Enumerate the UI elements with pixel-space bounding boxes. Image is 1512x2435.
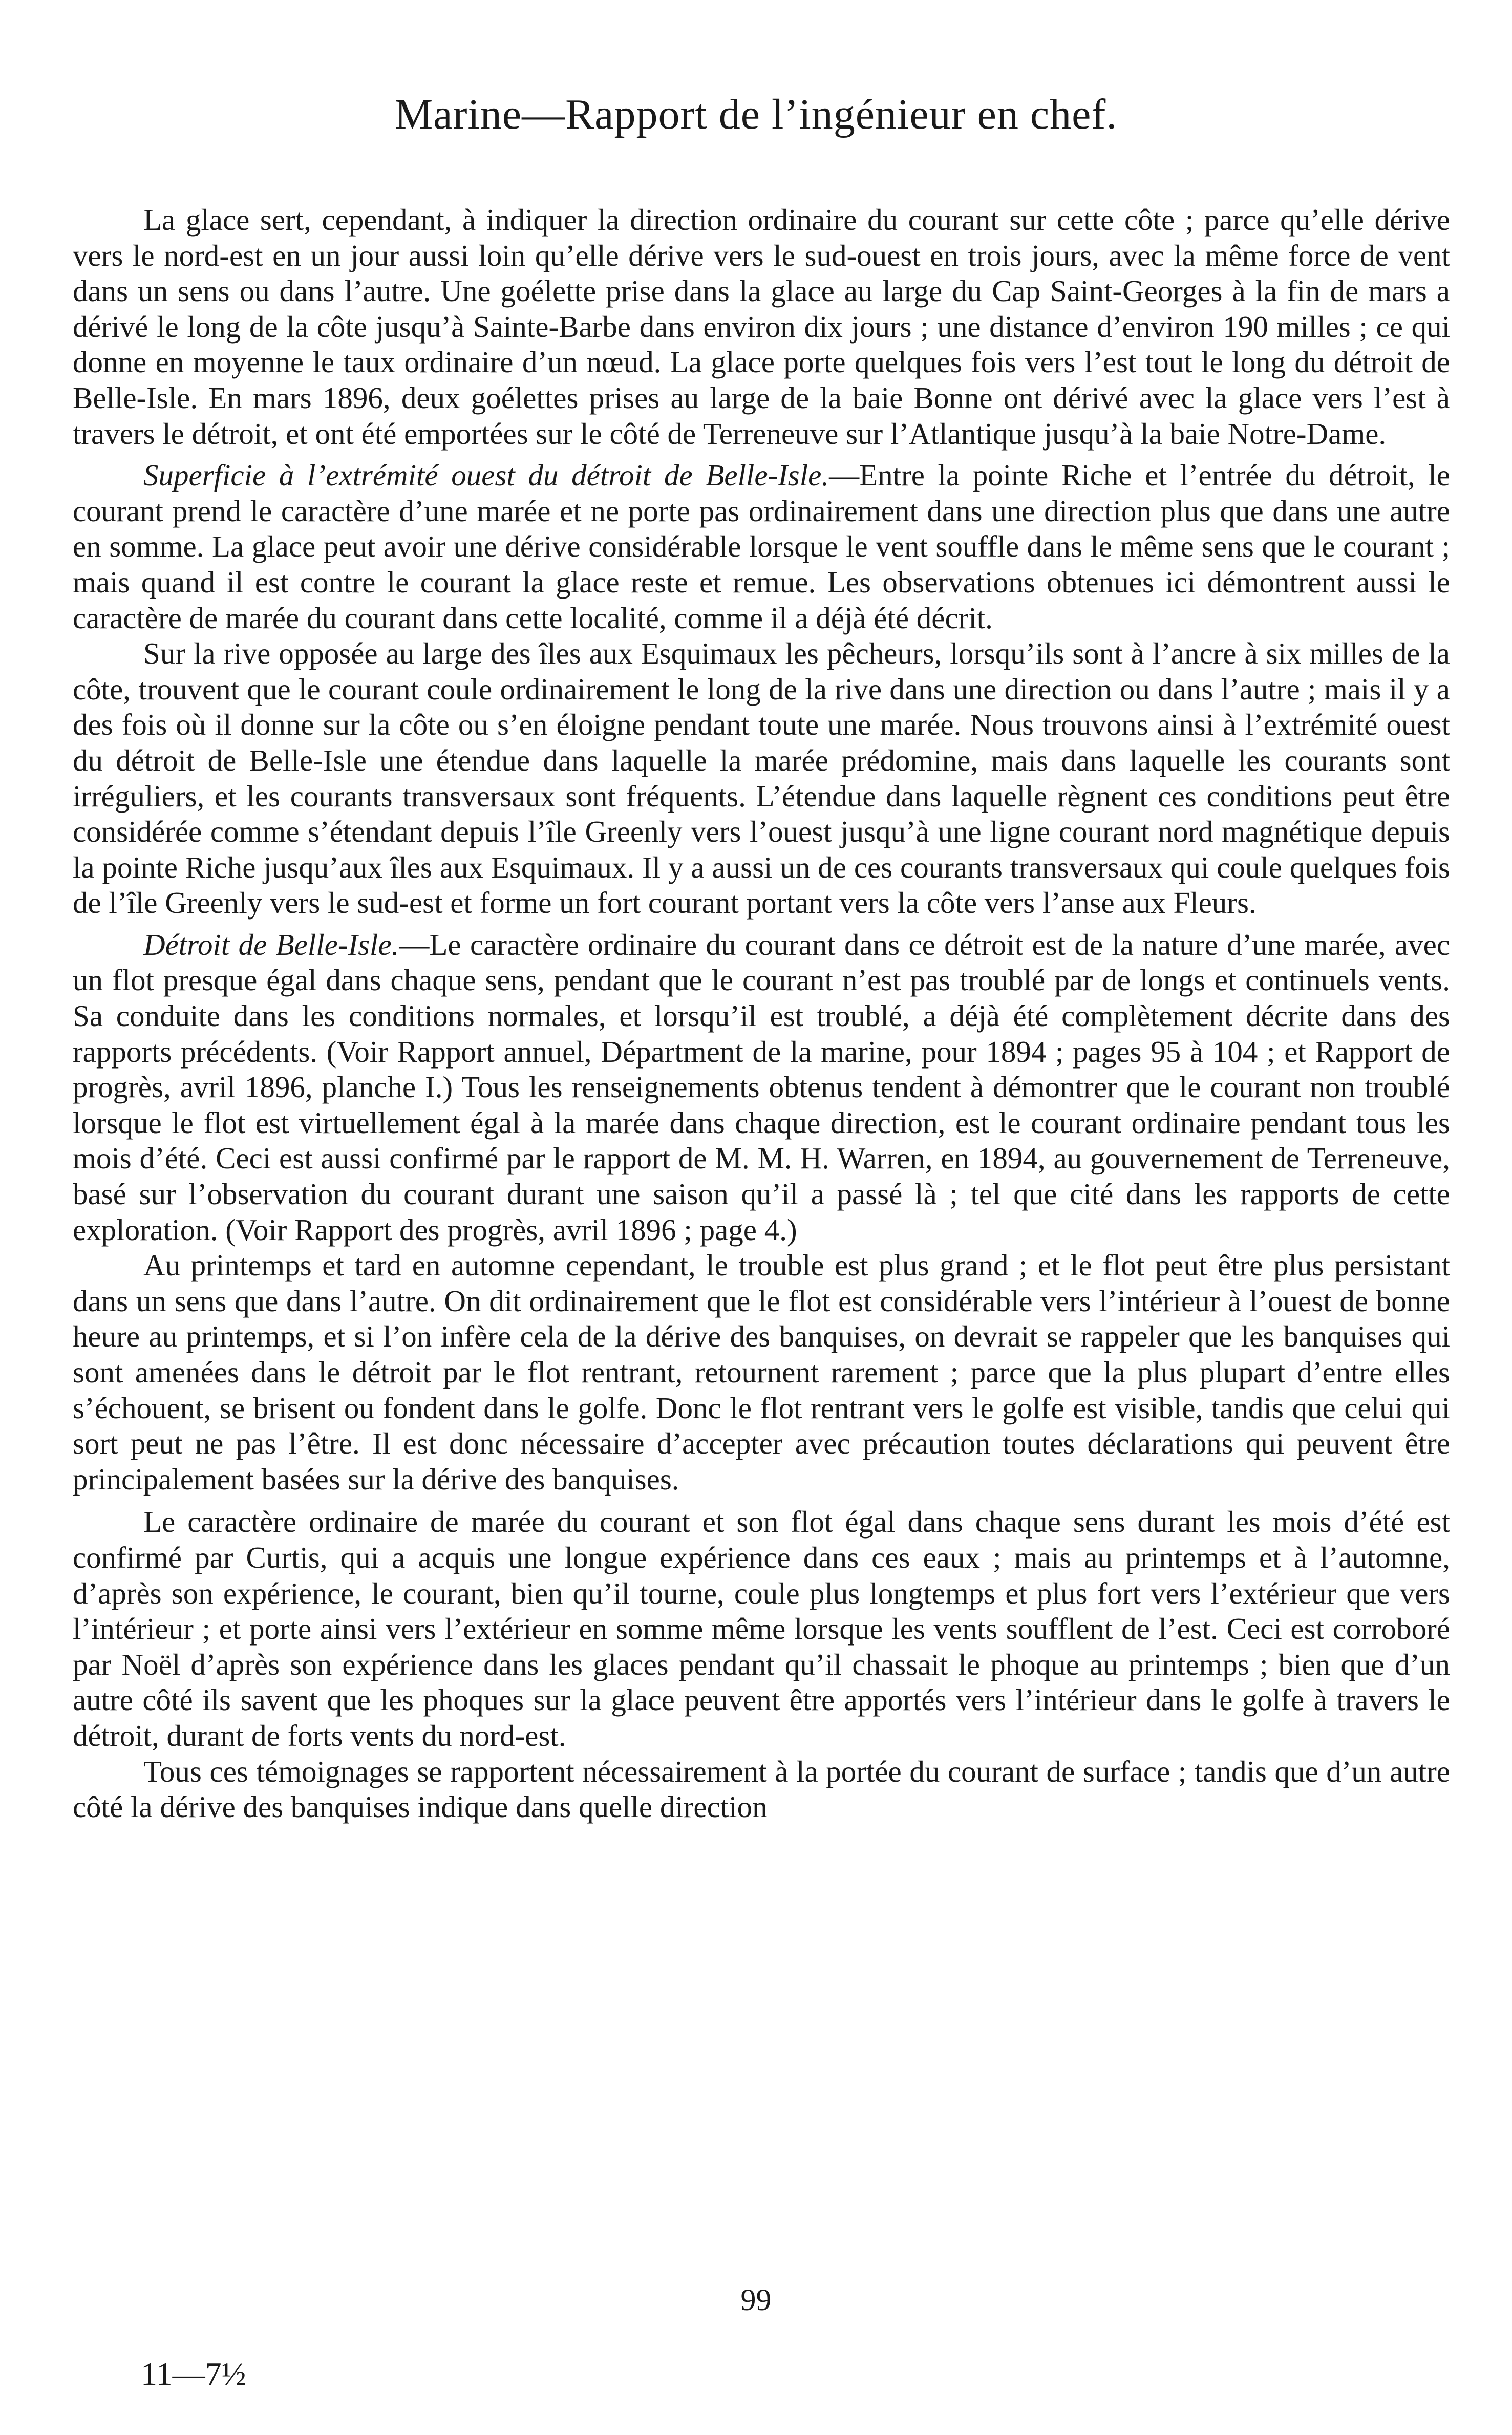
paragraph-spring-autumn	[73, 1248, 1450, 1497]
paragraph-heading: Détroit de Belle-Isle.	[143, 927, 399, 962]
running-header: Marine—Rapport de l’ingénieur en chef.	[394, 91, 1118, 138]
paragraph-text: —Entre la pointe Riche et l’entrée du détroit, le courant prend le caractère d’une marée et ne porte pas ordinairement dans une direction plus que dans une autre en somme. La glace peut avoir une dérive considérable lorsque le vent souffle dans le même sens que le courant ; mais quand il est contre le courant la glace reste et remue. Les observations obtenues ici démontrent aussi le caractère de marée du courant dans cette localité, comme il a déjà été décrit.	[73, 458, 1451, 635]
paragraph-text: Le caractère ordinaire de marée du courant et son flot égal dans chaque sens durant les mois d’été est confirmé par Curtis, qui a acquis une longue expérience dans ces eaux ; mais au printemps et à l’automne, d’après son expérience, le courant, bien qu’il tourne, coule plus longtemps et plus fort vers l’extérieur que vers l’intérieur ; et porte ainsi vers l’extérieur en somme même lorsque les vents soufflent de l’est. Ceci est corroboré par Noël d’après son expérience dans les glaces pendant qu’il chassait le phoque au printemps ; bien que d’un autre côté ils savent que les phoques sur la glace peuvent être apportés vers l’intérieur dans le golfe à travers le détroit, durant de forts vents du nord-est.	[73, 1505, 1450, 1753]
paragraph-testimonies	[73, 1754, 1450, 1825]
signature-mark: 11—7½	[141, 2356, 246, 2392]
page-number: 99	[740, 2283, 772, 2317]
paragraph-ice-drift	[73, 202, 1450, 452]
paragraph-text: La glace sert, cependant, à indiquer la direction ordinaire du courant sur cette côte ; parce qu’elle dérive vers le nord-est en un jour aussi loin qu’elle dérive vers le sud-ouest en trois jours, avec la même force de vent dans un sens ou dans l’autre. Une goélette prise dans la glace au large du Cap Saint-Georges à la fin de mars a dérivé le long de la côte jusqu’à Sainte-Barbe dans environ dix jours ; une distance d’environ 190 milles ; ce qui donne en moyenne le taux ordinaire d’un nœud. La glace porte quelques fois vers l’est tout le long du détroit de Belle-Isle. En mars 1896, deux goélettes prises au large de la baie Bonne ont dérivé avec la glace vers l’est à travers le détroit, et ont été emportées sur le côté de Terreneuve sur l’Atlantique jusqu’à la baie Notre-Dame.	[73, 203, 1450, 451]
paragraph-opposite-shore	[73, 636, 1450, 921]
paragraph-text: Au printemps et tard en automne cependant, le trouble est plus grand ; et le flot peut être plus persistant dans un sens que dans l’autre. On dit ordinairement que le flot est considérable vers l’intérieur à l’ouest de bonne heure au printemps, et si l’on infère cela de la dérive des banquises, on devrait se rappeler que les banquises qui sont amenées dans le détroit par le flot rentrant, retournent rarement ; parce que la plus plupart d’entre elles s’échouent, se brisent ou fondent dans le golfe. Donc le flot rentrant vers le golfe est visible, tandis que celui qui sort peut ne pas l’être. Il est donc nécessaire d’accepter avec précaution toutes déclarations qui peuvent être principalement basées sur la dérive des banquises.	[73, 1248, 1450, 1496]
paragraph-heading: Superficie à l’extrémité ouest du détroit de Belle-Isle.	[143, 458, 829, 493]
paragraph-strait-of-belle-isle	[73, 927, 1450, 1248]
paragraph-text: Tous ces témoignages se rapportent nécessairement à la portée du courant de surface ; tandis que d’un autre côté la dérive des banquises indique dans quelle direction	[73, 1754, 1450, 1824]
body-text	[73, 202, 1450, 1825]
paragraph-text: —Le caractère ordinaire du courant dans ce détroit est de la nature d’une marée, avec un flot presque égal dans chaque sens, pendant que le courant n’est pas troublé par de longs et continuels vents. Sa conduite dans les conditions normales, et lorsqu’il est troublé, a déjà été complètement décrite dans des rapports précédents. (Voir Rapport annuel, Départment de la marine, pour 1894 ; pages 95 à 104 ; et Rapport de progrès, avril 1896, planche I.) Tous les renseignements obtenus tendent à démontrer que le courant non troublé lorsque le flot est virtuellement égal à la marée dans chaque direction, est le courant ordinaire pendant tous les mois d’été. Ceci est aussi confirmé par le rapport de M. M. H. Warren, en 1894, au gouvernement de Terreneuve, basé sur l’observation du courant durant une saison qu’il a passé là ; tel que cité dans les rapports de cette exploration. (Voir Rapport des progrès, avril 1896 ; page 4.)	[73, 927, 1450, 1247]
paragraph-curtis-noel	[73, 1504, 1450, 1754]
paragraph-text: Sur la rive opposée au large des îles aux Esquimaux les pêcheurs, lorsqu’ils sont à l’ancre à six milles de la côte, trouvent que le courant coule ordinairement le long de la rive dans une direction ou dans l’autre ; mais il y a des fois où il donne sur la côte ou s’en éloigne pendant toute une marée. Nous trouvons ainsi à l’extrémité ouest du détroit de Belle-Isle une étendue dans laquelle la marée prédomine, mais dans laquelle les courants sont irréguliers, et les courants transversaux sont fréquents. L’étendue dans laquelle règnent ces conditions peut être considérée comme s’étendant depuis l’île Greenly vers l’ouest jusqu’à une ligne courant nord magnétique depuis la pointe Riche jusqu’aux îles aux Esquimaux. Il y a aussi un de ces courants transversaux qui coule quelques fois de l’île Greenly vers le sud-est et forme un fort courant portant vers la côte vers l’anse aux Fleurs.	[73, 636, 1450, 920]
paragraph-west-end-surface	[73, 458, 1450, 636]
